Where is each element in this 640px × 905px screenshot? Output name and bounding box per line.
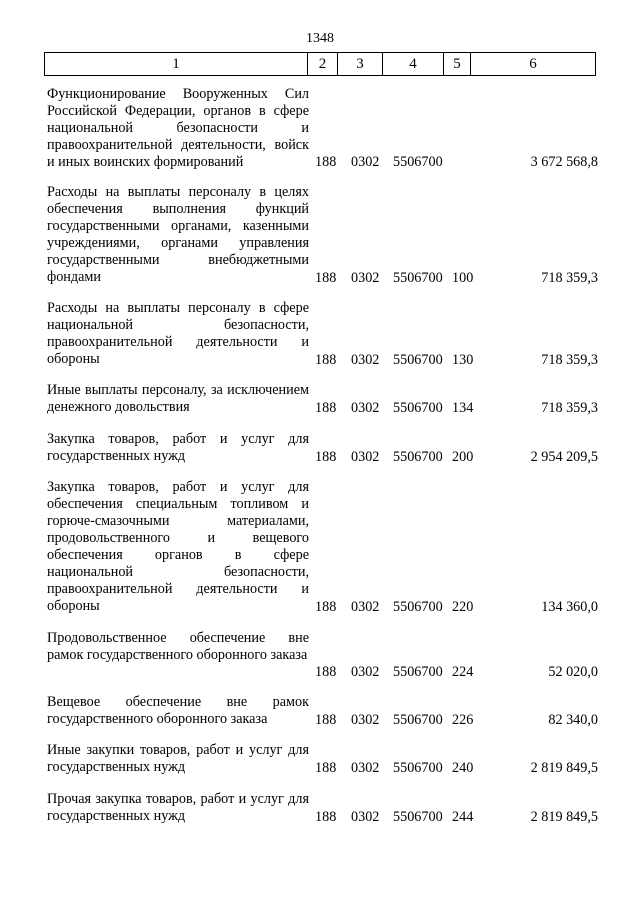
row-description: Вещевое обеспечение вне рамок государственного оборонного заказа	[47, 694, 309, 727]
row-description: Иные выплаты персоналу, за исключением денежного довольствия	[47, 382, 309, 415]
column-header-1: 1	[45, 53, 308, 76]
column-header-3: 3	[338, 53, 383, 76]
row-col-3: 0302	[351, 712, 380, 728]
row-description: Расходы на выплаты персоналу в целях обеспечения выполнения функций государственными органами, казенными учреждениями, органами управления государственными внебюджетными фондами	[47, 184, 309, 285]
row-col-3: 0302	[351, 154, 380, 170]
row-col-6: 82 340,0	[548, 712, 598, 728]
row-col-4: 5506700	[393, 154, 443, 170]
row-description: Закупка товаров, работ и услуг для обеспечения специальным топливом и горюче-смазочными материалами, продовольственного и вещевого обеспечения органов в сфере национальной безопасности, правоохранительной деятельности и обороны	[47, 479, 309, 614]
row-col-2: 188	[315, 400, 337, 416]
row-col-4: 5506700	[393, 270, 443, 286]
row-col-4: 5506700	[393, 352, 443, 368]
row-col-6: 2 954 209,5	[530, 449, 598, 465]
row-col-6: 718 359,3	[541, 270, 598, 286]
row-col-3: 0302	[351, 599, 380, 615]
row-col-5: 134	[452, 400, 474, 416]
row-description: Иные закупки товаров, работ и услуг для государственных нужд	[47, 742, 309, 775]
row-col-5: 240	[452, 760, 474, 776]
row-col-2: 188	[315, 712, 337, 728]
row-col-4: 5506700	[393, 712, 443, 728]
row-col-3: 0302	[351, 664, 380, 680]
row-col-3: 0302	[351, 449, 380, 465]
row-description: Функционирование Вооруженных Сил Российской Федерации, органов в сфере национальной безопасности и правоохранительной деятельности, войск и иных воинских формирований	[47, 86, 309, 170]
row-description: Расходы на выплаты персоналу в сфере национальной безопасности, правоохранительной деятельности и обороны	[47, 300, 309, 367]
row-col-2: 188	[315, 664, 337, 680]
row-col-4: 5506700	[393, 449, 443, 465]
row-col-3: 0302	[351, 760, 380, 776]
row-col-2: 188	[315, 760, 337, 776]
column-header-5: 5	[444, 53, 471, 76]
row-col-6: 3 672 568,8	[530, 154, 598, 170]
row-col-3: 0302	[351, 270, 380, 286]
row-col-5: 224	[452, 664, 474, 680]
row-description: Прочая закупка товаров, работ и услуг для государственных нужд	[47, 791, 309, 824]
row-col-4: 5506700	[393, 664, 443, 680]
row-col-4: 5506700	[393, 599, 443, 615]
row-col-4: 5506700	[393, 809, 443, 825]
row-col-6: 134 360,0	[541, 599, 598, 615]
row-col-4: 5506700	[393, 760, 443, 776]
row-col-6: 2 819 849,5	[530, 760, 598, 776]
row-col-3: 0302	[351, 352, 380, 368]
column-header-2: 2	[308, 53, 338, 76]
row-col-2: 188	[315, 270, 337, 286]
row-col-6: 718 359,3	[541, 400, 598, 416]
row-col-5: 130	[452, 352, 474, 368]
row-col-6: 52 020,0	[548, 664, 598, 680]
row-col-6: 2 819 849,5	[530, 809, 598, 825]
row-col-2: 188	[315, 154, 337, 170]
row-col-2: 188	[315, 809, 337, 825]
page-number: 1348	[306, 31, 334, 46]
row-col-4: 5506700	[393, 400, 443, 416]
column-header-table	[44, 52, 596, 76]
row-col-5: 200	[452, 449, 474, 465]
row-col-3: 0302	[351, 809, 380, 825]
row-col-2: 188	[315, 352, 337, 368]
row-description: Продовольственное обеспечение вне рамок государственного оборонного заказа	[47, 630, 309, 663]
row-description: Закупка товаров, работ и услуг для государственных нужд	[47, 431, 309, 464]
row-col-6: 718 359,3	[541, 352, 598, 368]
column-header-row	[45, 53, 596, 76]
row-col-5: 226	[452, 712, 474, 728]
column-header-4: 4	[383, 53, 444, 76]
row-col-3: 0302	[351, 400, 380, 416]
row-col-5: 100	[452, 270, 474, 286]
row-col-5: 244	[452, 809, 474, 825]
row-col-2: 188	[315, 599, 337, 615]
row-col-2: 188	[315, 449, 337, 465]
column-header-6: 6	[471, 53, 596, 76]
row-col-5: 220	[452, 599, 474, 615]
